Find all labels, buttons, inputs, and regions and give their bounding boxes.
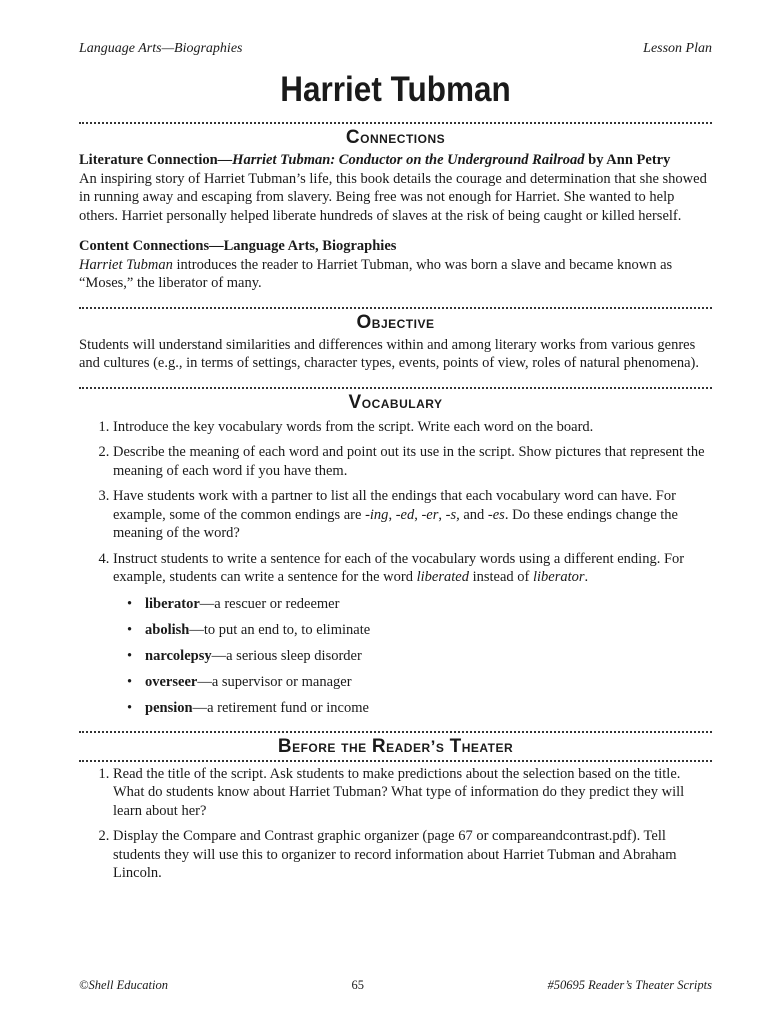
page-number: 65 [351, 978, 365, 992]
vocabulary-steps [79, 418, 712, 718]
before-theater-heading: Before the Reader’s Theater [79, 731, 712, 762]
vocabulary-step: 2. Describe the meaning of each word and point out its use in the script. Show pictures that represent the meaning of each word if you have them. [113, 443, 712, 480]
dotted-divider [79, 387, 712, 389]
connections-heading: Connections [79, 122, 712, 150]
before-theater-step: 2. Display the Compare and Contrast graphic organizer (page 67 or compareandcontrast.pdf). Tell students they will use this to organizer to record information about Harriet Tubman and Abraham Lincoln. [113, 827, 712, 883]
footer-product: #50695 Reader’s Theater Scripts [547, 978, 712, 992]
page-title: Harriet Tubman [280, 70, 511, 109]
page-footer [79, 978, 712, 993]
vocabulary-heading: Vocabulary [79, 387, 712, 415]
vocabulary-word: • pension—a retirement fund or income [127, 699, 712, 718]
vocabulary-step: 3. Have students work with a partner to list all the endings that each vocabulary word can have. For example, some of the common endings are -ing, -ed, -er, -s, and -es. Do these endings change the meaning of the word? [113, 487, 712, 543]
literature-connection-text: An inspiring story of Harriet Tubman’s life, this book details the courage and determination that she showed in running away and escaping from slavery. Being free was not enough for Harriet. She wanted to help others. Harriet personally helped liberate hundreds of slaves at the risk of being caught or killed herself. [79, 170, 707, 224]
vocabulary-word: • narcolepsy—a serious sleep disorder [127, 647, 712, 666]
before-theater-steps [79, 765, 712, 883]
vocabulary-word-list [113, 595, 712, 718]
footer-publisher: ©Shell Education [79, 978, 168, 992]
before-theater-step: 1. Read the title of the script. Ask students to make predictions about the selection based on the title. What do students know about Harriet Tubman? What type of information do they predict they will learn about her? [113, 765, 712, 821]
header-doc-type: Lesson Plan [643, 41, 712, 56]
dotted-divider [79, 307, 712, 309]
content-connections-text: Harriet Tubman introduces the reader to Harriet Tubman, who was born a slave and became known as “Moses,” the liberator of many. [79, 256, 673, 291]
running-header [79, 40, 712, 58]
objective-heading: Objective [79, 307, 712, 335]
vocabulary-word: • overseer—a supervisor or manager [127, 673, 712, 692]
dotted-divider [79, 122, 712, 124]
vocabulary-step: 1. Introduce the key vocabulary words from the script. Write each word on the board. [113, 418, 712, 437]
literature-connection-label: Literature Connection—Harriet Tubman: Conductor on the Underground Railroad by Ann Petry [79, 152, 671, 168]
vocabulary-word: • abolish—to put an end to, to eliminate [127, 621, 712, 640]
lesson-page [79, 40, 712, 890]
vocabulary-step: 4. Instruct students to write a sentence for each of the vocabulary words using a different ending. For example, students can write a sentence for the word liberated instead of liberator. • liberator—a rescuer or redeemer • abolish—to put an end to, to eliminate • narcolepsy—a serious sleep disorder • overseer—a supervisor or manager • pension—a retirement fund or income [113, 550, 712, 718]
dotted-divider [79, 731, 712, 733]
objective-text: Students will understand similarities and differences within and among literary works from various genres and cultures (e.g., in terms of settings, character types, events, points of view, roles of natural phenomena). [79, 336, 699, 371]
content-connections-label: Content Connections—Language Arts, Biographies [79, 238, 397, 254]
dotted-divider [79, 760, 712, 762]
header-subject: Language Arts—Biographies [79, 41, 243, 56]
vocabulary-word: • liberator—a rescuer or redeemer [127, 595, 712, 614]
